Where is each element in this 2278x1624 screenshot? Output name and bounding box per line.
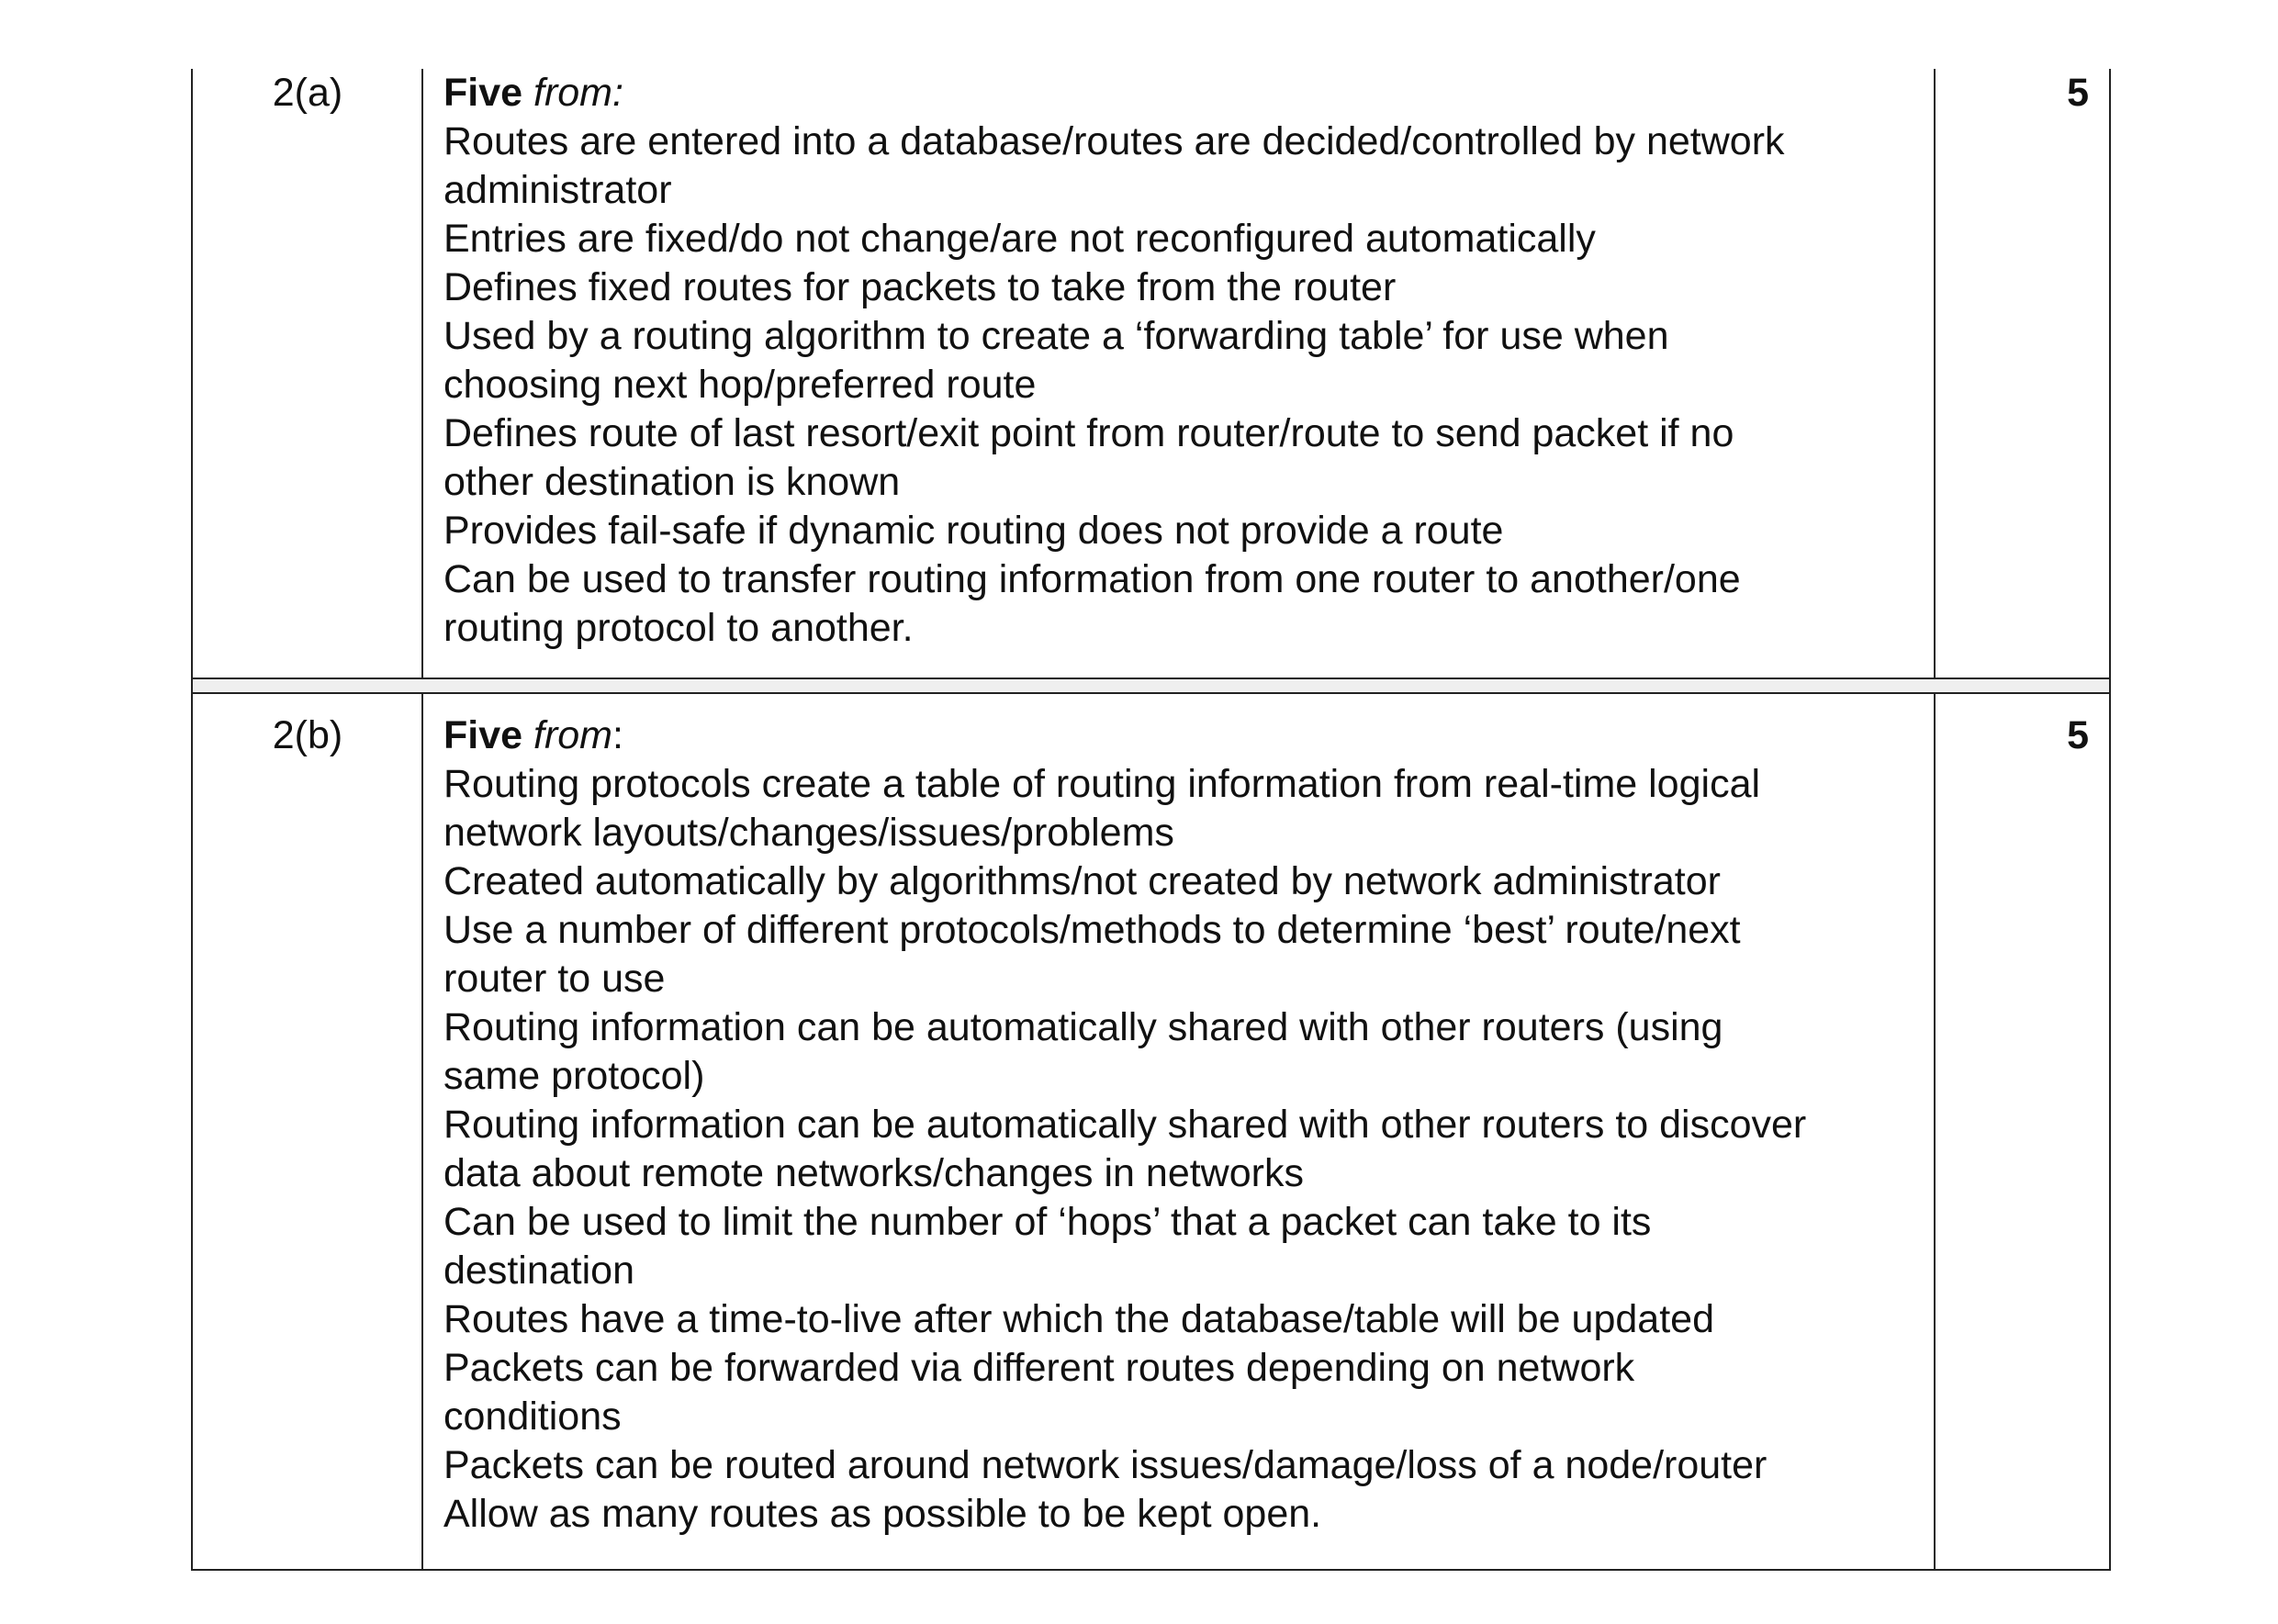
answer-line: Routes have a time-to-live after which the database/table will be updated [443, 1297, 1714, 1341]
answer-heading-italic: from [533, 713, 612, 757]
row-separator-bottom [191, 692, 2111, 694]
answer-line: routing protocol to another. [443, 606, 914, 650]
answer-line: Routes are entered into a database/routes are decided/controlled by network [443, 119, 1785, 163]
answer-line: choosing next hop/preferred route [443, 363, 1037, 407]
answer-heading-italic: from: [533, 71, 623, 115]
answer-line: other destination is known [443, 460, 901, 504]
answer-cell [443, 69, 1913, 653]
answer-line: Used by a routing algorithm to create a ‘forwarding table’ for use when [443, 314, 1669, 358]
answer-line: data about remote networks/changes in networks [443, 1151, 1304, 1195]
table-border-right [2109, 69, 2111, 1571]
answer-line: administrator [443, 168, 672, 212]
answer-line: Routing protocols create a table of routing information from real-time logical [443, 762, 1761, 806]
answer-line: destination [443, 1249, 634, 1293]
answer-heading-bold: Five [443, 71, 523, 115]
question-number: 2(a) [272, 71, 343, 115]
row-separator-top [191, 678, 2111, 679]
answer-line: conditions [443, 1394, 622, 1439]
question-number: 2(b) [272, 713, 343, 757]
answer-line: Entries are fixed/do not change/are not reconfigured automatically [443, 217, 1596, 261]
answer-line: router to use [443, 957, 666, 1001]
answer-cell [443, 711, 1913, 1539]
answer-line: Created automatically by algorithms/not created by network administrator [443, 859, 1721, 903]
answer-heading-bold: Five [443, 713, 523, 757]
answer-line: Routing information can be automatically shared with other routers (using [443, 1005, 1723, 1049]
answer-line: network layouts/changes/issues/problems [443, 811, 1174, 855]
answer-heading-plain: : [612, 713, 623, 757]
row-separator-band [193, 679, 2109, 692]
column-divider-question [421, 69, 423, 1571]
answer-line: Packets can be forwarded via different routes depending on network [443, 1346, 1635, 1390]
answer-line: Defines fixed routes for packets to take from the router [443, 265, 1397, 309]
answer-line: Defines route of last resort/exit point from router/route to send packet if no [443, 411, 1734, 455]
answer-heading [443, 711, 1913, 760]
answer-line: Use a number of different protocols/methods to determine ‘best’ route/next [443, 908, 1741, 952]
table-border-left [191, 69, 193, 1571]
column-divider-marks [1934, 69, 1936, 1571]
answer-line: Provides fail-safe if dynamic routing does not provide a route [443, 509, 1504, 553]
answer-points [443, 760, 1913, 1539]
answer-line: Routing information can be automatically shared with other routers to discover [443, 1103, 1807, 1147]
marks-value: 5 [2067, 71, 2089, 115]
answer-line: Allow as many routes as possible to be kept open. [443, 1492, 1322, 1536]
answer-line: Packets can be routed around network issues/damage/loss of a node/router [443, 1443, 1767, 1487]
answer-line: same protocol) [443, 1054, 705, 1098]
table-border-bottom [191, 1569, 2111, 1571]
answer-line: Can be used to transfer routing information from one router to another/one [443, 557, 1741, 601]
answer-heading [443, 69, 1913, 118]
answer-points [443, 118, 1913, 653]
marks-value: 5 [2067, 713, 2089, 757]
answer-line: Can be used to limit the number of ‘hops’ that a packet can take to its [443, 1200, 1652, 1244]
